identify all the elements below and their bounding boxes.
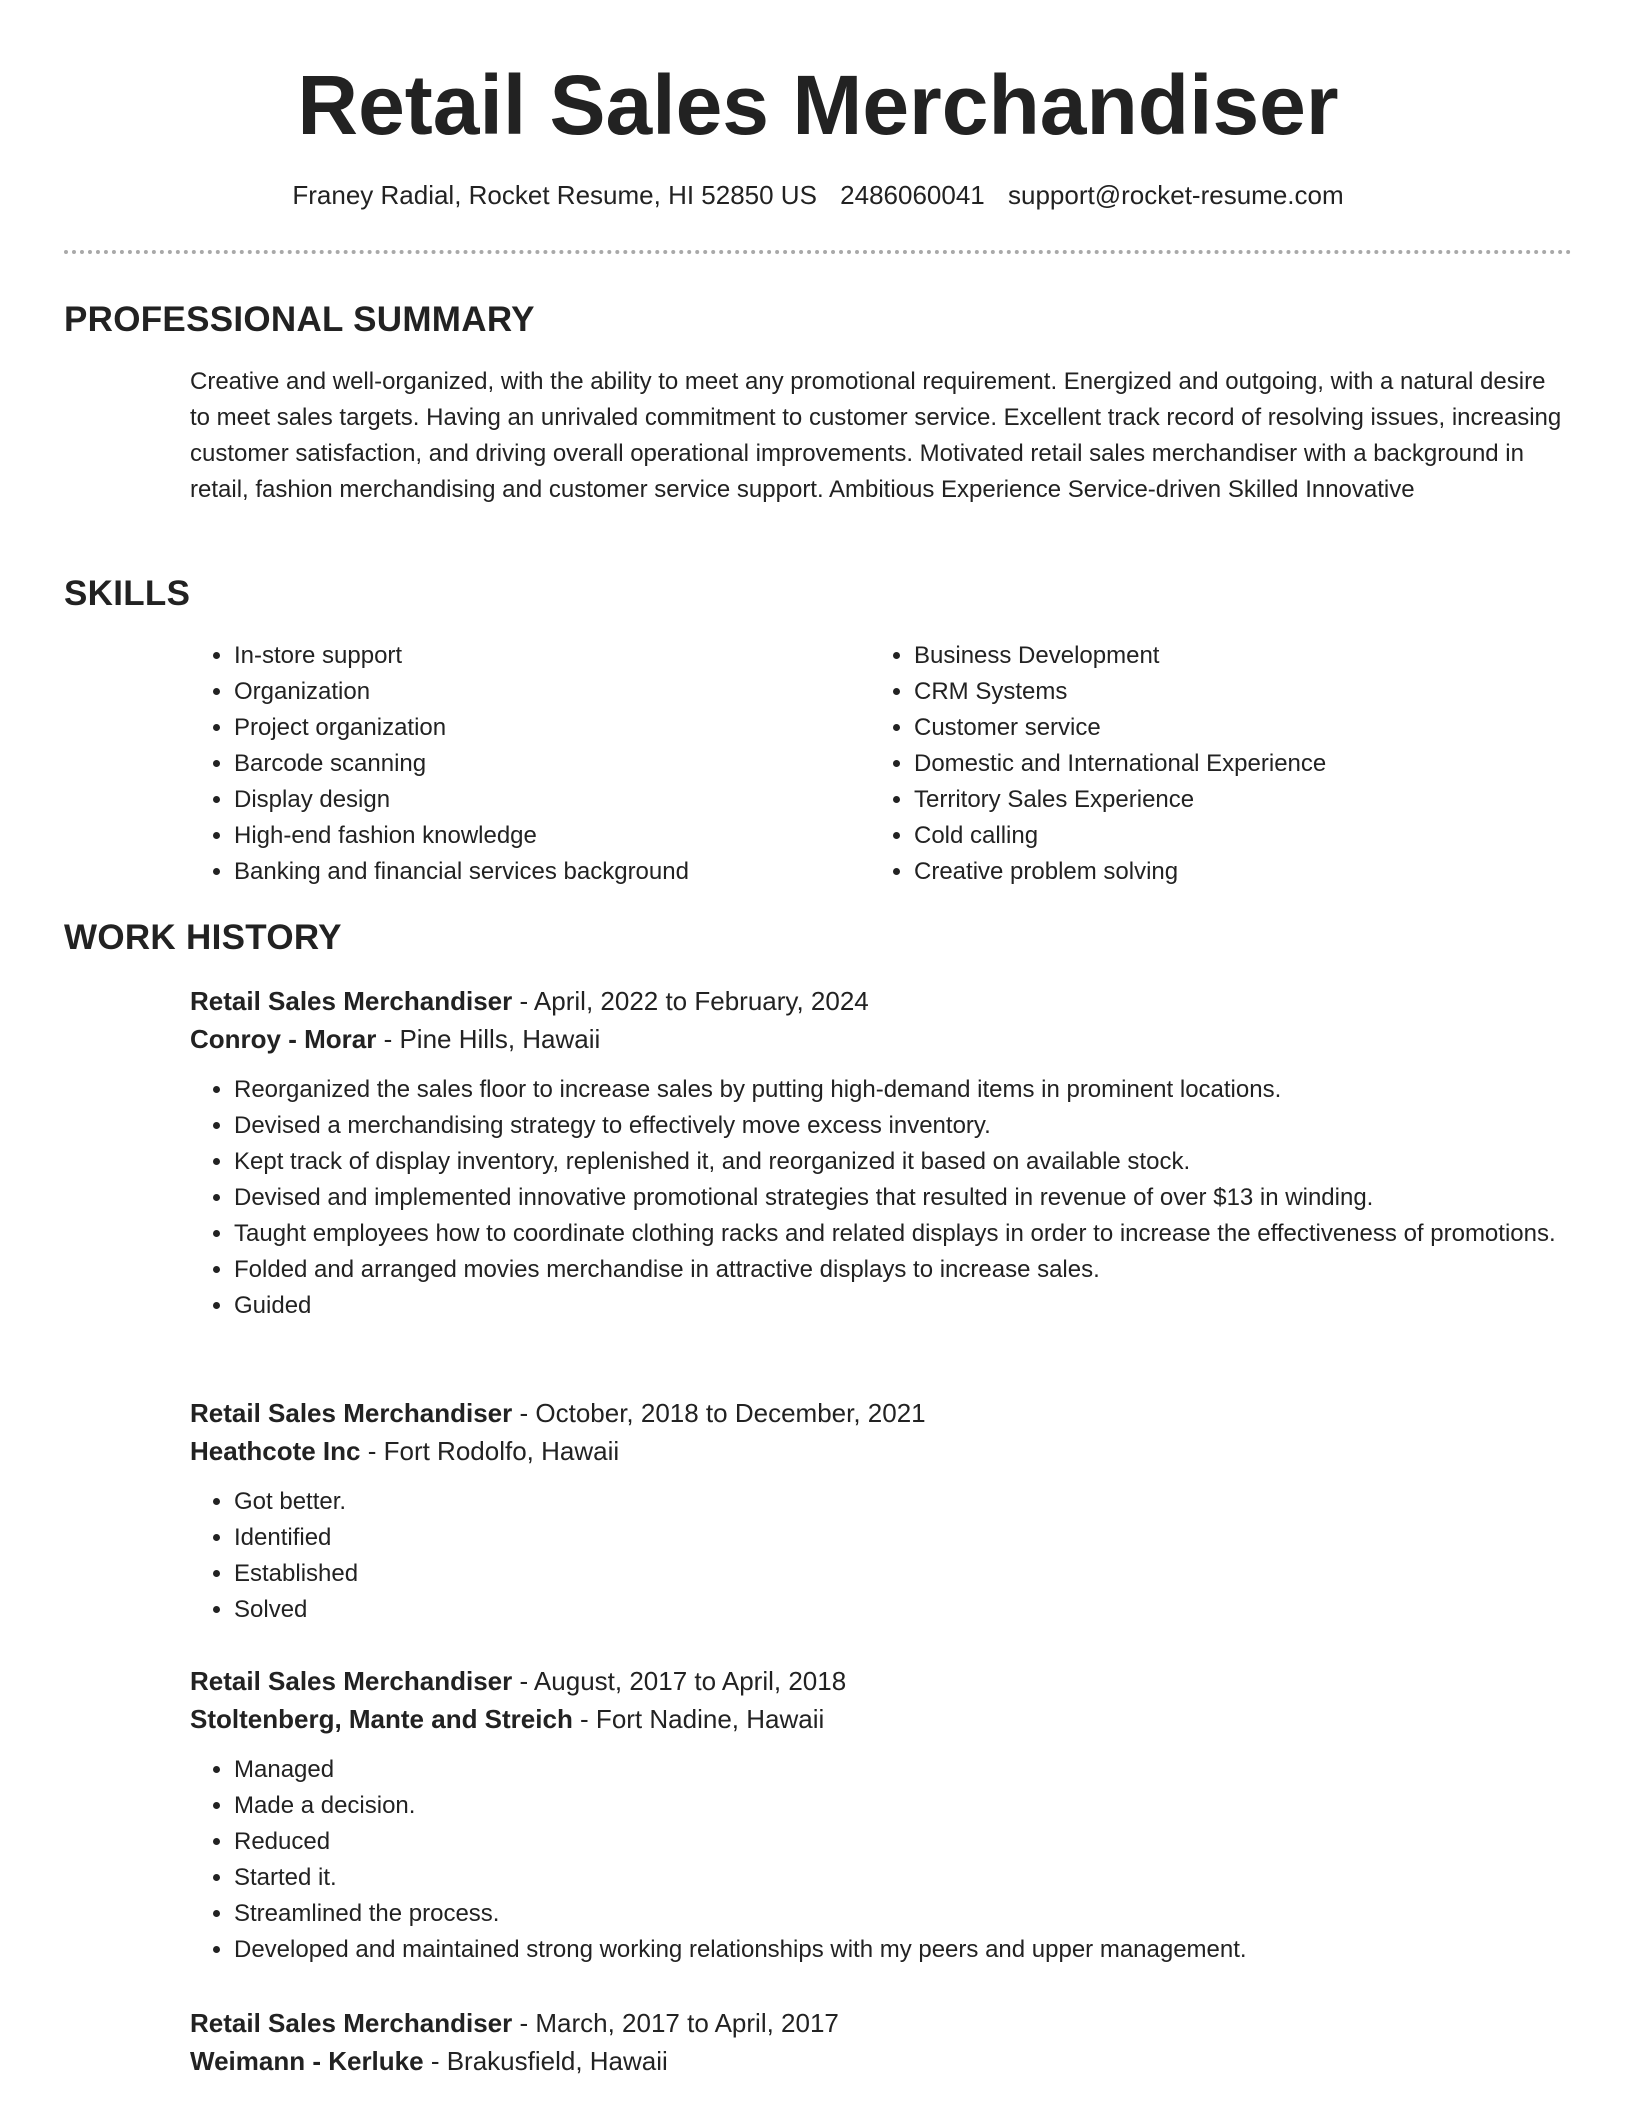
job-entry — [190, 1662, 1572, 1968]
job-company: Weimann - Kerluke — [190, 2046, 424, 2076]
summary-heading: PROFESSIONAL SUMMARY — [64, 300, 535, 339]
skill-item: • Domestic and International Experience — [914, 746, 1554, 782]
skills-heading: SKILLS — [64, 574, 191, 613]
job-role: Retail Sales Merchandiser — [190, 1398, 513, 1428]
skills-list-left — [190, 638, 874, 890]
job-bullet: • Kept track of display inventory, replenished it, and reorganized it based on available stock. — [234, 1144, 1572, 1180]
job-company-line — [190, 1020, 1572, 1058]
skill-item: • Organization — [234, 674, 874, 710]
skill-item: • Customer service — [914, 710, 1554, 746]
job-dates: - March, 2017 to April, 2017 — [512, 2008, 839, 2038]
skill-item: • Cold calling — [914, 818, 1554, 854]
candidate-name: Retail Sales Merchandiser — [297, 58, 1339, 152]
skill-item: • Barcode scanning — [234, 746, 874, 782]
job-location: - Fort Rodolfo, Hawaii — [360, 1436, 620, 1466]
job-role: Retail Sales Merchandiser — [190, 2008, 513, 2038]
skill-item: • Display design — [234, 782, 874, 818]
skill-item: • Creative problem solving — [914, 854, 1554, 890]
job-bullet: • Devised and implemented innovative promotional strategies that resulted in revenue of over $13 in winding. — [234, 1180, 1572, 1216]
skill-item: • Project organization — [234, 710, 874, 746]
job-company-line — [190, 2042, 1572, 2080]
job-role: Retail Sales Merchandiser — [190, 986, 513, 1016]
job-bullet-list — [190, 1484, 1572, 1628]
summary-text: Creative and well-organized, with the ability to meet any promotional requirement. Energized and outgoing, with a natural desire to meet sales targets. Having an unrivaled commitment to customer service. Excellent track record of resolving issues, increasing customer satisfaction, and driving overall operational improvements. Motivated retail sales merchandiser with a background in retail, fashion merchandising and customer service support. Ambitious Experience Service-driven Skilled Innovative — [190, 368, 1562, 503]
job-entry — [190, 982, 1572, 1324]
job-title-line — [190, 1662, 1572, 1700]
skill-item: • Territory Sales Experience — [914, 782, 1554, 818]
job-bullet: • Developed and maintained strong working relationships with my peers and upper management. — [234, 1932, 1572, 1968]
skill-item: • High-end fashion knowledge — [234, 818, 874, 854]
job-dates: - April, 2022 to February, 2024 — [512, 986, 869, 1016]
job-bullet: • Managed — [234, 1752, 1572, 1788]
skill-item: • Business Development — [914, 638, 1554, 674]
skill-item: • In-store support — [234, 638, 874, 674]
job-bullet: • Streamlined the process. — [234, 1896, 1572, 1932]
job-bullet: • Folded and arranged movies merchandise in attractive displays to increase sales. — [234, 1252, 1572, 1288]
skill-item: • Banking and financial services background — [234, 854, 874, 890]
job-bullet-list — [190, 1752, 1572, 1968]
job-entry — [190, 1394, 1572, 1628]
job-bullet: • Reorganized the sales floor to increase sales by putting high-demand items in prominent locations. — [234, 1072, 1572, 1108]
contact-address: Franey Radial, Rocket Resume, HI 52850 US — [292, 180, 817, 210]
contact-email: support@rocket-resume.com — [1008, 180, 1344, 210]
resume-page — [64, 0, 1572, 2076]
job-bullet: • Solved — [234, 1592, 1572, 1628]
job-title-line — [190, 2004, 1572, 2042]
job-bullet: • Got better. — [234, 1484, 1572, 1520]
skills-list-right — [870, 638, 1554, 890]
job-bullet: • Started it. — [234, 1860, 1572, 1896]
work-history-heading: WORK HISTORY — [64, 918, 342, 957]
job-title-line — [190, 982, 1572, 1020]
job-bullet-list — [190, 1072, 1572, 1324]
job-company-line — [190, 1700, 1572, 1738]
job-bullet: • Guided — [234, 1288, 1572, 1324]
job-entry — [190, 2004, 1572, 2080]
job-dates: - August, 2017 to April, 2018 — [512, 1666, 847, 1696]
job-location: - Pine Hills, Hawaii — [376, 1024, 601, 1054]
job-location: - Fort Nadine, Hawaii — [572, 1704, 825, 1734]
job-dates: - October, 2018 to December, 2021 — [512, 1398, 926, 1428]
job-bullet: • Established — [234, 1556, 1572, 1592]
job-bullet: • Devised a merchandising strategy to effectively move excess inventory. — [234, 1108, 1572, 1144]
summary-block — [190, 364, 1572, 508]
job-company-line — [190, 1432, 1572, 1470]
job-title-line — [190, 1394, 1572, 1432]
job-company: Heathcote Inc — [190, 1436, 361, 1466]
job-location: - Brakusfield, Hawaii — [423, 2046, 668, 2076]
contact-line — [64, 178, 1572, 212]
header-divider — [64, 250, 1572, 254]
job-company: Conroy - Morar — [190, 1024, 377, 1054]
job-role: Retail Sales Merchandiser — [190, 1666, 513, 1696]
job-bullet: • Reduced — [234, 1824, 1572, 1860]
job-bullet: • Identified — [234, 1520, 1572, 1556]
job-company: Stoltenberg, Mante and Streich — [190, 1704, 573, 1734]
job-bullet: • Taught employees how to coordinate clothing racks and related displays in order to increase the effectiveness of promotions. — [234, 1216, 1572, 1252]
skill-item: • CRM Systems — [914, 674, 1554, 710]
contact-phone: 2486060041 — [840, 180, 985, 210]
job-bullet: • Made a decision. — [234, 1788, 1572, 1824]
